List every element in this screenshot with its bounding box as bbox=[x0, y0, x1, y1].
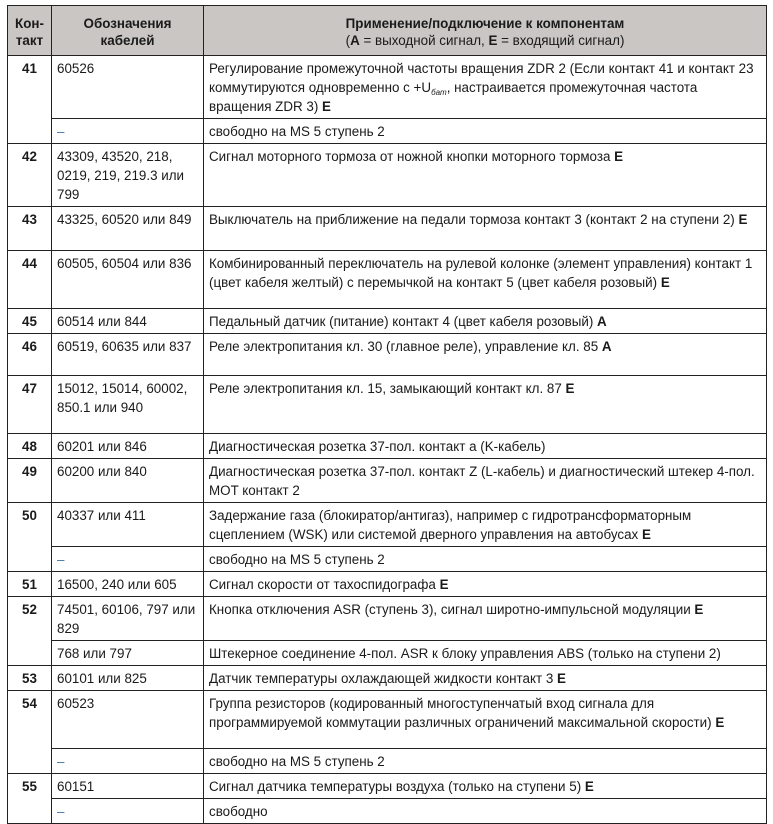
legend-open: ( bbox=[345, 33, 351, 48]
contact-cell: 54 bbox=[8, 691, 52, 774]
application-cell bbox=[204, 56, 767, 119]
application-cell bbox=[204, 144, 767, 207]
signal-type: E bbox=[614, 149, 624, 164]
legend-a: A bbox=[350, 33, 360, 48]
header-application-title: Применение/подключение к компонентам bbox=[345, 16, 625, 31]
table-row bbox=[8, 691, 767, 749]
table-row bbox=[8, 547, 767, 572]
application-cell bbox=[204, 309, 767, 334]
cables-cell: 60101 или 825 bbox=[52, 666, 204, 691]
table-row bbox=[8, 799, 767, 824]
application-text: Сигнал моторного тормоза от ножной кнопки моторного тормоза bbox=[209, 149, 615, 164]
application-text: Реле электропитания кл. 15, замыкающий контакт кл. 87 bbox=[209, 381, 566, 396]
contact-cell: 47 bbox=[8, 376, 52, 434]
table-row bbox=[8, 144, 767, 207]
signal-type: E bbox=[738, 212, 748, 227]
application-cell bbox=[204, 207, 767, 251]
application-cell bbox=[204, 749, 767, 774]
application-text: Сигнал датчика температуры воздуха (только на ступени 5) bbox=[209, 779, 585, 794]
application-cell bbox=[204, 666, 767, 691]
signal-type: A bbox=[601, 339, 612, 354]
contact-cell: 45 bbox=[8, 309, 52, 334]
application-text: Регулирование промежуточной частоты вращения ZDR 2 (Если контакт 41 и контакт 23 коммутируются одновременно с +U bbox=[209, 61, 754, 95]
application-cell bbox=[204, 572, 767, 597]
cables-cell: 768 или 797 bbox=[52, 641, 204, 666]
table-row bbox=[8, 641, 767, 666]
cables-cell: 60519, 60635 или 837 bbox=[52, 334, 204, 376]
application-text: Реле электропитания кл. 30 (главное реле), управление кл. 85 bbox=[209, 339, 602, 354]
application-text: свободно на MS 5 ступень 2 bbox=[209, 754, 385, 769]
signal-type: E bbox=[694, 602, 704, 617]
cables-cell: 43309, 43520, 218, 0219, 219, 219.3 или 799 bbox=[52, 144, 204, 207]
application-cell bbox=[204, 434, 767, 459]
application-text: Группа резисторов (кодированный многоступенчатый вход сигнала для программируемой коммутации различных ограничений максимальной скорости) bbox=[209, 696, 716, 730]
signal-type: E bbox=[322, 99, 331, 114]
subscript-bat: бат bbox=[431, 88, 447, 97]
contact-cell: 44 bbox=[8, 251, 52, 309]
application-text: Педальный датчик (питание) контакт 4 (цвет кабеля розовый) bbox=[209, 314, 598, 329]
contact-cell: 51 bbox=[8, 572, 52, 597]
cables-cell: 60514 или 844 bbox=[52, 309, 204, 334]
table-row bbox=[8, 459, 767, 503]
table-header bbox=[8, 6, 767, 56]
header-cables-line1: Обозначения bbox=[83, 16, 172, 31]
cables-cell: 43325, 60520 или 849 bbox=[52, 207, 204, 251]
application-cell bbox=[204, 691, 767, 749]
legend-e-text: = входящий сигнал) bbox=[497, 33, 625, 48]
signal-type: E bbox=[715, 715, 725, 730]
table-row bbox=[8, 334, 767, 376]
table-row bbox=[8, 503, 767, 547]
table-row bbox=[8, 572, 767, 597]
contact-cell: 53 bbox=[8, 666, 52, 691]
table-row bbox=[8, 666, 767, 691]
cables-cell: 16500, 240 или 605 bbox=[52, 572, 204, 597]
legend-e: E bbox=[488, 33, 498, 48]
signal-type: A bbox=[597, 314, 607, 329]
application-text: Кнопка отключения ASR (ступень 3), сигнал широтно-импульсной модуляции bbox=[209, 602, 695, 617]
application-text-cont: , настраивается промежуточная частота вращения ZDR 3) bbox=[209, 80, 698, 114]
application-cell bbox=[204, 799, 767, 824]
application-cell bbox=[204, 251, 767, 309]
application-cell bbox=[204, 459, 767, 503]
application-cell bbox=[204, 547, 767, 572]
application-cell bbox=[204, 503, 767, 547]
legend-a-text: = выходной сигнал, bbox=[359, 33, 489, 48]
contact-cell: 42 bbox=[8, 144, 52, 207]
cables-cell: 15012, 15014, 60002, 850.1 или 940 bbox=[52, 376, 204, 434]
header-cables-line2: кабелей bbox=[100, 33, 155, 48]
cables-cell: 60526 bbox=[52, 56, 204, 119]
table-row bbox=[8, 434, 767, 459]
application-text: Диагностическая розетка 37-пол. контакт a (K-кабель) bbox=[209, 439, 546, 454]
signal-type: E bbox=[557, 671, 566, 686]
table-row bbox=[8, 56, 767, 119]
contact-cell: 46 bbox=[8, 334, 52, 376]
cables-cell: – bbox=[52, 547, 204, 572]
header-application bbox=[204, 6, 767, 56]
signal-type: E bbox=[660, 275, 670, 290]
contact-cell: 55 bbox=[8, 774, 52, 824]
cables-cell: – bbox=[52, 119, 204, 144]
table-row bbox=[8, 749, 767, 774]
header-contact bbox=[8, 6, 52, 56]
header-cables bbox=[52, 6, 204, 56]
cables-cell: 60523 bbox=[52, 691, 204, 749]
table-row bbox=[8, 376, 767, 434]
contact-cell: 52 bbox=[8, 597, 52, 666]
contact-cell: 43 bbox=[8, 207, 52, 251]
signal-type: E bbox=[641, 527, 651, 542]
application-text: свободно на MS 5 ступень 2 bbox=[209, 552, 385, 567]
header-contact-line1: Кон- bbox=[15, 16, 44, 31]
header-contact-line2: такт bbox=[15, 33, 44, 48]
application-text: Диагностическая розетка 37-пол. контакт Z (L-кабель) и диагностический штекер 4-пол. MOT контакт 2 bbox=[209, 464, 755, 498]
application-text: Задержание газа (блокиратор/антигаз), например с гидротрансформаторным сцеплением (WSK) или системой дверного управления на автобусах bbox=[209, 508, 692, 542]
table-row bbox=[8, 309, 767, 334]
cables-cell: 60201 или 846 bbox=[52, 434, 204, 459]
pinout-table bbox=[7, 5, 767, 824]
signal-type: E bbox=[565, 381, 575, 396]
application-text: Датчик температуры охлаждающей жидкости контакт 3 bbox=[209, 671, 558, 686]
application-text: Выключатель на приближение на педали тормоза контакт 3 (контакт 2 на ступени 2) bbox=[209, 212, 739, 227]
cables-cell: – bbox=[52, 799, 204, 824]
application-text: свободно на MS 5 ступень 2 bbox=[209, 124, 385, 139]
contact-cell: 50 bbox=[8, 503, 52, 572]
cables-cell: 74501, 60106, 797 или 829 bbox=[52, 597, 204, 641]
table-row bbox=[8, 251, 767, 309]
application-cell bbox=[204, 597, 767, 641]
application-text: свободно bbox=[209, 804, 268, 819]
application-cell bbox=[204, 334, 767, 376]
table-row bbox=[8, 597, 767, 641]
contact-cell: 48 bbox=[8, 434, 52, 459]
application-text: Сигнал скорости от тахоспидографа bbox=[209, 577, 440, 592]
cables-cell: 40337 или 411 bbox=[52, 503, 204, 547]
cables-cell: – bbox=[52, 749, 204, 774]
application-cell bbox=[204, 641, 767, 666]
cables-cell: 60151 bbox=[52, 774, 204, 799]
signal-type: E bbox=[439, 577, 449, 592]
cables-cell: 60505, 60504 или 836 bbox=[52, 251, 204, 309]
application-text: Штекерное соединение 4-пол. ASR к блоку управления ABS (только на ступени 2) bbox=[209, 646, 721, 661]
application-cell bbox=[204, 774, 767, 799]
contact-cell: 41 bbox=[8, 56, 52, 144]
table-row bbox=[8, 774, 767, 799]
table-row bbox=[8, 119, 767, 144]
table-row bbox=[8, 207, 767, 251]
contact-cell: 49 bbox=[8, 459, 52, 503]
header-legend bbox=[346, 33, 625, 48]
cables-cell: 60200 или 840 bbox=[52, 459, 204, 503]
application-cell bbox=[204, 376, 767, 434]
application-cell bbox=[204, 119, 767, 144]
signal-type: E bbox=[584, 779, 594, 794]
application-text: Комбинированный переключатель на рулевой колонке (элемент управления) контакт 1 (цвет кабеля желтый) с перемычкой на контакт 5 (цвет кабеля розовый) bbox=[209, 256, 753, 290]
